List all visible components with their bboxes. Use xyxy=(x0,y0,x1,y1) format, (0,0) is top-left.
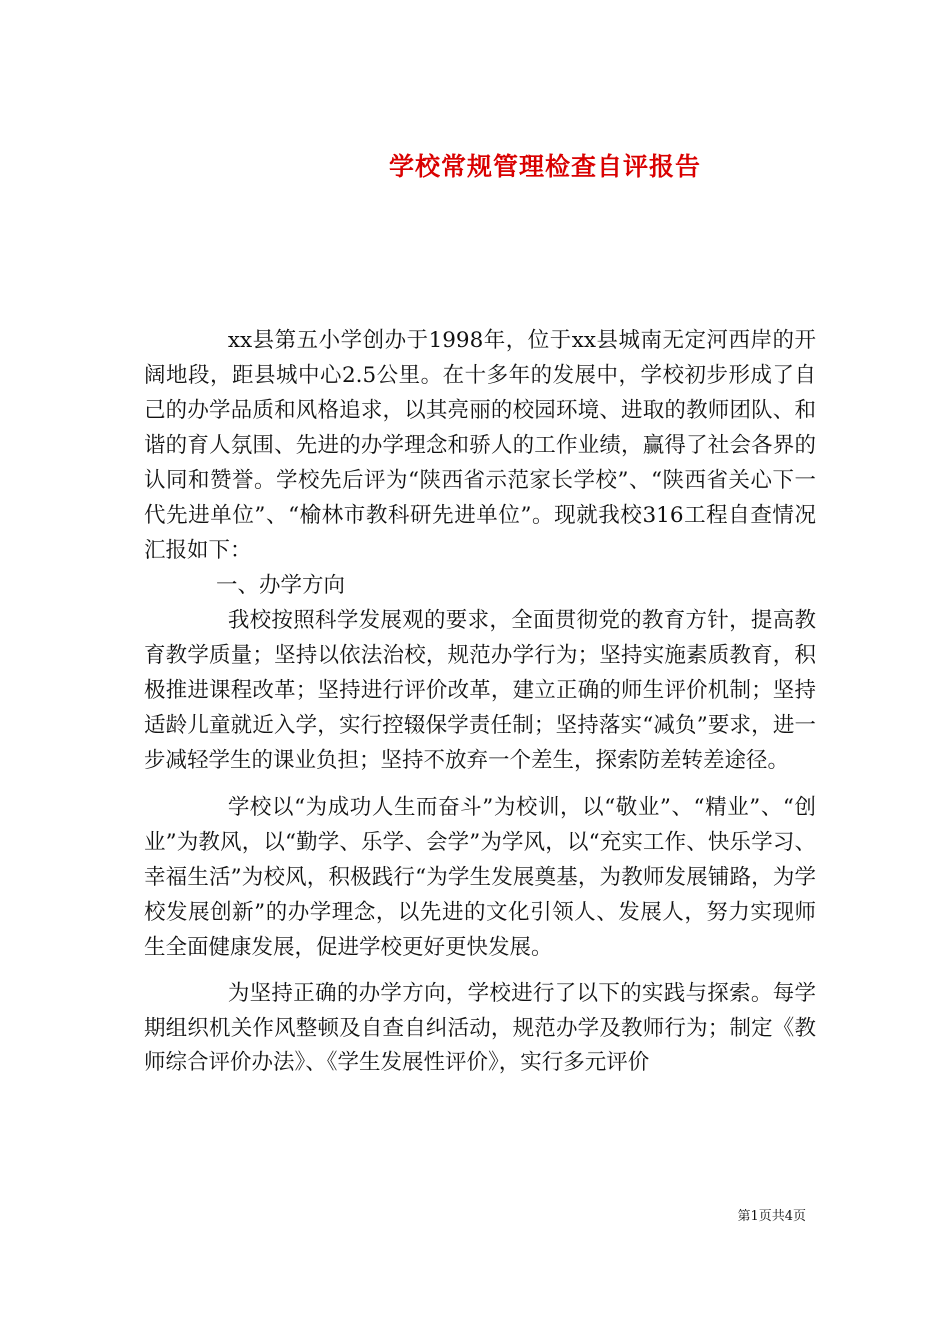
paragraph-gap xyxy=(144,778,816,790)
paragraph-practice-exploration: 为坚持正确的办学方向，学校进行了以下的实践与探索。每学期组织机关作风整顿及自查自纠活动，规范办学及教师行为；制定《教师综合评价办法》、《学生发展性评价》，实行多元评价 xyxy=(144,981,816,1075)
paragraph-education-policy: 我校按照科学发展观的要求，全面贯彻党的教育方针，提高教育教学质量；坚持以依法治校，规范办学行为；坚持实施素质教育，积极推进课程改革；坚持进行评价改革，建立正确的师生评价机制；坚持适龄儿童就近入学，实行控辍保学责任制；坚持落实“减负”要求，进一步减轻学生的课业负担；坚持不放弃一个差生，探索防差转差途径。 xyxy=(144,608,816,773)
section-heading-school-direction: 一、办学方向 xyxy=(216,573,346,598)
document-title: 学校常规管理检查自评报告 xyxy=(388,151,701,181)
intro-paragraph: xx县第五小学创办于1998年，位于xx县城南无定河西岸的开阔地段，距县城中心2.5公里。在十多年的发展中，学校初步形成了自己的办学品质和风格追求，以其亮丽的校园环境、进取的教师团队、和谐的育人氛围、先进的办学理念和骄人的工作业绩，赢得了社会各界的认同和赞誉。学校先后评为“陕西省示范家长学校”、“陕西省关心下一代先进单位”、“榆林市教科研先进单位”。现就我校316工程自查情况汇报如下： xyxy=(144,328,816,563)
page-number-footer: 第1页共4页 xyxy=(737,1209,806,1224)
document-body xyxy=(144,323,816,1081)
paragraph-gap xyxy=(144,965,816,977)
paragraph-school-motto: 学校以“为成功人生而奋斗”为校训，以“敬业”、“精业”、“创业”为教风，以“勤学、乐学、会学”为学风，以“充实工作、快乐学习、幸福生活”为校风，积极践行“为学生发展奠基，为教师发展铺路，为学校发展创新”的办学理念，以先进的文化引领人、发展人，努力实现师生全面健康发展，促进学校更好更快发展。 xyxy=(144,795,816,960)
